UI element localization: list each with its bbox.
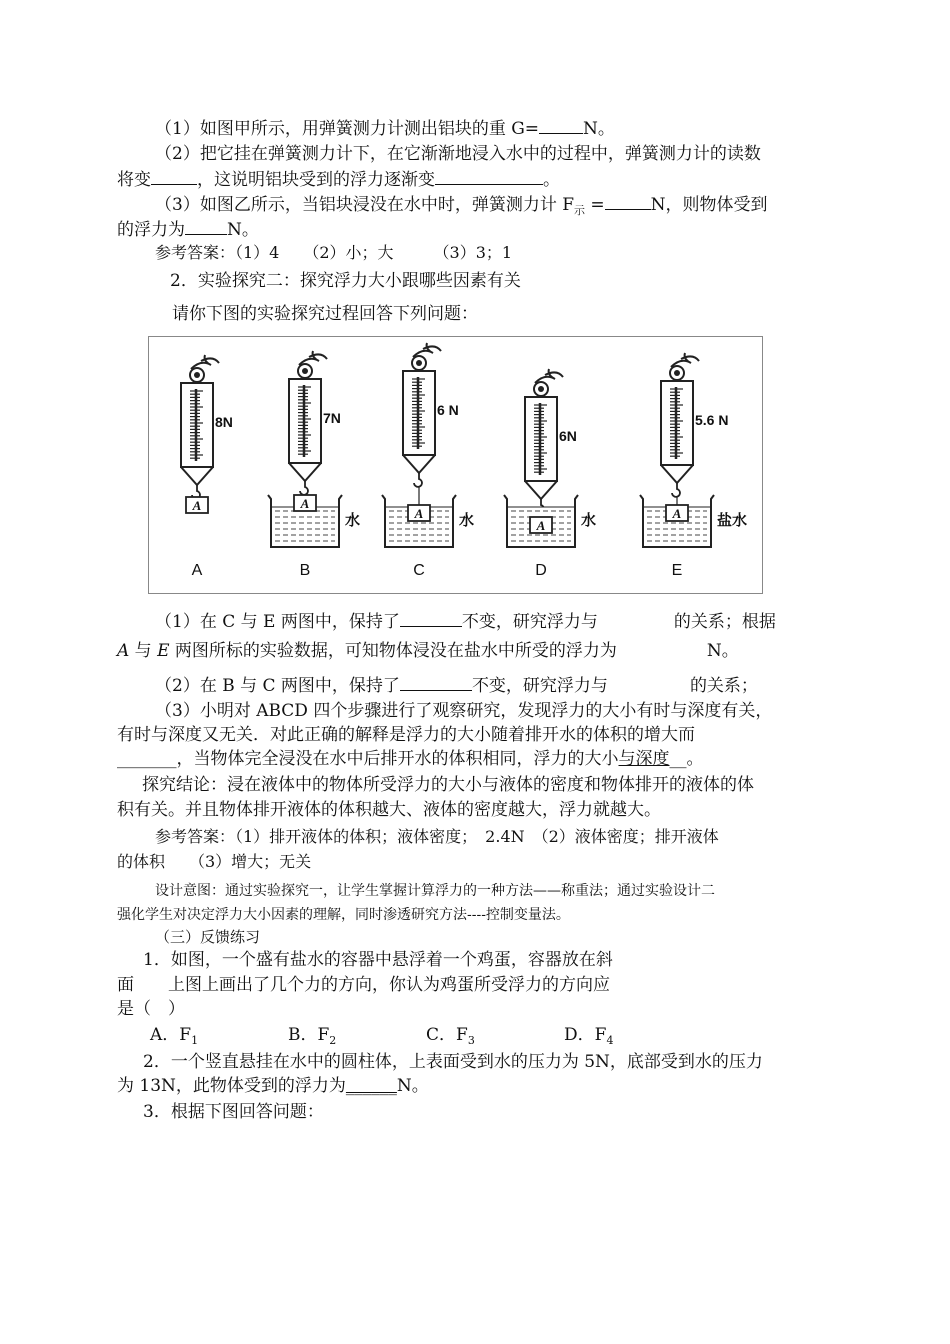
option-d[interactable]: D．$F_4$ — [564, 1025, 614, 1047]
figure-label: C — [413, 562, 425, 579]
option-b[interactable]: B．$F_2$ — [288, 1025, 337, 1047]
q1b-italic-e: E — [157, 641, 170, 661]
scale-reading: 8N — [215, 414, 233, 430]
section3-q2b — [117, 1075, 429, 1097]
figure-label: A — [191, 562, 203, 579]
section2-title: 2．实验探究二：探究浮力大小跟哪些因素有关 — [170, 271, 521, 291]
section3-options — [150, 1024, 644, 1052]
section1-q3b — [117, 218, 259, 241]
q3c-end: 。 — [686, 749, 704, 769]
q3-text-a: （3）如图乙所示，当铝块浸没在水中时，弹簧测力计 F — [155, 195, 575, 215]
q3c-blank: _______ — [117, 749, 177, 769]
q1b-text: 两图所标的实验数据，可知物体浸没在盐水中所受的浮力为 — [169, 641, 617, 661]
liquid-label: 水 — [459, 511, 475, 529]
section2-q1a — [155, 610, 776, 633]
section2-intro: 请你下图的实验探究过程回答下列问题： — [172, 304, 478, 324]
q2-text-a: 将变 — [117, 170, 151, 190]
answer-blank — [435, 168, 543, 185]
section1-answer: 参考答案：（1）4 （2）小；大 （3）3；1 — [155, 243, 513, 262]
q2b-unit: N。 — [396, 1076, 429, 1096]
scale-body-taper — [403, 455, 435, 473]
q3-text-b: N，则物体受到 — [650, 195, 768, 215]
section1-q2a: （2）把它挂在弹簧测力计下，在它渐渐地浸入水中的过程中，弹簧测力计的读数 — [155, 144, 761, 164]
section2-q3b: 有时与深度又无关．对此正确的解释是浮力的大小随着排开水的体积的增大而 — [117, 725, 695, 745]
block-label: A — [414, 506, 424, 521]
q3c-blank2: __ — [669, 749, 687, 769]
scale-reading: 7N — [323, 410, 341, 426]
scale-hanger — [671, 353, 699, 367]
scale-ring-pin — [302, 368, 308, 374]
q2-text-a: （2）在 B 与 C 两图中，保持了 — [155, 676, 400, 696]
section2-conclusion-a: 探究结论：浸在液体中的物体所受浮力的大小与液体的密度和物体排开的液体的体 — [142, 775, 754, 795]
scale-reading: 6N — [559, 428, 577, 444]
liquid-label: 盐水 — [717, 511, 748, 529]
scale-ring-pin — [674, 370, 680, 376]
scale-hanger — [191, 355, 219, 369]
section3-q2a: 2．一个竖直悬挂在水中的圆柱体，上表面受到水的压力为 5N，底部受到水的压力 — [143, 1052, 763, 1072]
scale-reading: 5.6 N — [695, 412, 729, 428]
section2-design-b: 强化学生对决定浮力大小因素的理解，同时渗透研究方法----控制变量法。 — [117, 907, 570, 923]
block-label: A — [300, 496, 310, 511]
section3-q1a: 1．如图，一个盛有盐水的容器中悬浮着一个鸡蛋，容器放在斜 — [143, 950, 613, 970]
q1-unit: N。 — [583, 119, 615, 139]
q2-text-b: ，这说明铝块受到的浮力逐渐变 — [197, 170, 435, 190]
liquid-bg — [271, 507, 339, 547]
section2-q1b — [117, 640, 739, 662]
q1a-text-a: （1）在 C 与 E 两图中，保持了 — [155, 612, 400, 632]
block-label: A — [192, 498, 202, 513]
section2-answer-a: 参考答案：（1）排开液体的体积；液体密度； 2.4N （2）液体密度；排开液体 — [155, 827, 719, 846]
liquid-label: 水 — [581, 511, 597, 529]
q1-text: （1）如图甲所示，用弹簧测力计测出铝块的重 G= — [155, 119, 540, 139]
section3-q1c: 是（ ） — [117, 999, 185, 1019]
option-a[interactable]: A．$F_1$ — [150, 1025, 199, 1047]
q2-text-c: 。 — [543, 170, 560, 190]
scale-body-taper — [661, 465, 693, 483]
q3c-text: ，当物体完全浸没在水中后排开水的体积相同，浮力的大小 — [176, 749, 619, 769]
scale-ring-pin — [194, 372, 200, 378]
section2-design-a: 设计意图：通过实验探究一，让学生掌握计算浮力的一种方法——称重法；通过实验设计二 — [155, 883, 715, 899]
q3b-text: 的浮力为 — [117, 220, 185, 240]
answer-blank — [605, 193, 651, 210]
section3-q3: 3．根据下图回答问题： — [143, 1102, 324, 1122]
liquid-label: 水 — [345, 511, 361, 529]
q2b-blank: ______ — [345, 1076, 397, 1096]
q3-eq: = — [585, 195, 605, 215]
answer-blank — [185, 218, 227, 235]
figure-label: B — [299, 562, 311, 579]
section2-conclusion-b: 积有关。并且物体排开液体的体积越大、液体的密度越大，浮力就越大。 — [117, 800, 661, 820]
answer-blank — [400, 674, 472, 691]
q1b-unit: N。 — [706, 641, 739, 661]
section2-answer-b: 的体积 （3）增大；无关 — [117, 852, 312, 871]
q1a-text-c: 的关系；根据 — [673, 612, 776, 632]
scale-hook — [414, 473, 422, 487]
answer-blank — [400, 610, 462, 627]
scale-hanger — [413, 343, 441, 357]
q3c-underlined: 与深度 — [618, 749, 670, 769]
scale-body-taper — [525, 481, 557, 499]
scale-ring-pin — [416, 360, 422, 366]
q1b-and: 与 — [129, 641, 158, 661]
answer-blank — [151, 168, 197, 185]
q3b-unit: N。 — [227, 220, 259, 240]
q2b-text: 为 13N，此物体受到的浮力为 — [117, 1076, 346, 1096]
q2-text-b: 不变，研究浮力与 — [471, 676, 608, 696]
scale-body-taper — [181, 467, 213, 485]
section2-q3c — [117, 748, 704, 770]
q2-text-c: 的关系； — [689, 676, 758, 696]
block-label: A — [536, 518, 546, 533]
section3-q1b: 面 上图上画出了几个力的方向，你认为鸡蛋所受浮力的方向应 — [117, 975, 610, 995]
section2-q2 — [155, 674, 758, 697]
block-label: A — [672, 506, 682, 521]
option-c[interactable]: C．$F_3$ — [426, 1025, 475, 1047]
scale-body-taper — [289, 463, 321, 481]
scale-hanger — [535, 369, 563, 383]
figure-label: D — [535, 562, 547, 579]
scale-reading: 6 N — [437, 402, 459, 418]
section1-q2b — [117, 168, 560, 191]
figure-svg — [149, 337, 762, 593]
q1b-italic-a: A — [117, 641, 130, 661]
section1-q1 — [155, 117, 615, 140]
scale-hook — [672, 483, 680, 497]
figure-label: E — [671, 562, 683, 579]
scale-hanger — [299, 351, 327, 365]
q3-subscript: 示 — [574, 204, 586, 217]
scale-hook — [300, 481, 308, 495]
q1a-text-b: 不变，研究浮力与 — [461, 612, 598, 632]
spring-scale-figure — [148, 336, 763, 594]
section3-title: （三）反馈练习 — [155, 928, 261, 946]
scale-ring-pin — [538, 386, 544, 392]
answer-blank — [539, 117, 583, 134]
section2-q3a: （3）小明对 ABCD 四个步骤进行了观察研究，发现浮力的大小有时与深度有关， — [155, 701, 773, 721]
